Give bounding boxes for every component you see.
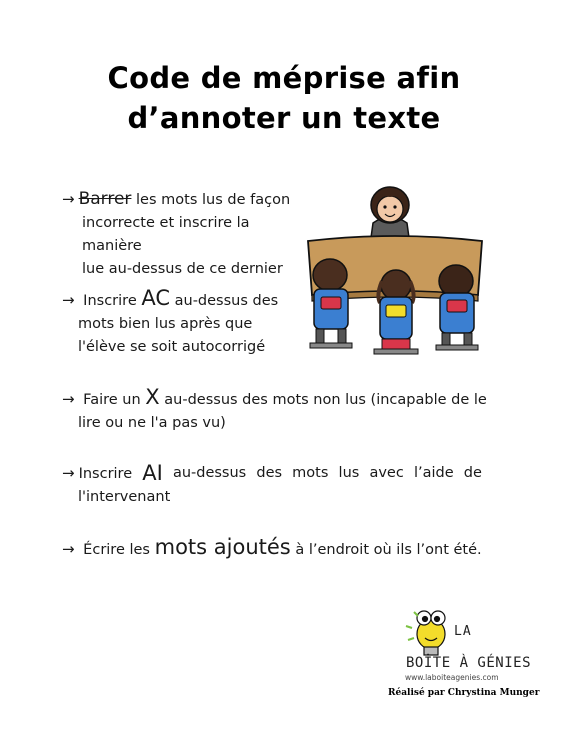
instruction-text: l'élève se soit autocorrigé xyxy=(78,339,266,355)
credit-text: Réalisé par Chrystina Munger xyxy=(388,688,540,698)
instruction-text: au-dessus xyxy=(172,465,247,481)
instruction-text: mots bien lus après que xyxy=(78,316,253,332)
instruction-text: des xyxy=(256,465,283,481)
keyword-ac: AC xyxy=(141,286,171,310)
instruction-text: avec xyxy=(369,465,404,481)
arrow-icon: → xyxy=(62,190,75,208)
arrow-icon: → xyxy=(62,540,75,558)
instruction-x xyxy=(62,386,492,435)
instruction-ac xyxy=(62,287,302,359)
keyword-mots-ajoutes: mots ajoutés xyxy=(154,535,291,559)
instruction-text: les mots lus de façon xyxy=(131,192,291,208)
arrow-icon: → xyxy=(62,464,75,482)
logo-url: www.laboiteagenies.com xyxy=(405,673,499,682)
instruction-text: lue au-dessus de ce dernier xyxy=(82,261,283,277)
instruction-text: Écrire les xyxy=(78,542,155,558)
instruction-text: mots xyxy=(292,465,329,481)
keyword-barrer: Barrer xyxy=(78,189,132,209)
instruction-text: lire ou ne l'a pas vu) xyxy=(78,415,226,431)
title-line-2: d’annoter un texte xyxy=(127,101,441,135)
keyword-ai: AI xyxy=(142,461,163,485)
logo-text: LA xyxy=(454,624,472,639)
instruction-text: de xyxy=(463,465,482,481)
instruction-text: l'intervenant xyxy=(78,489,171,505)
keyword-x: X xyxy=(145,385,160,409)
instruction-barrer xyxy=(62,188,312,281)
instruction-text: au-dessus des mots non lus (incapable de le xyxy=(159,392,487,408)
title-line-1: Code de méprise afin xyxy=(107,61,461,95)
instruction-text: l’aide xyxy=(413,465,454,481)
instruction-text: incorrecte et inscrire la manière xyxy=(82,215,250,254)
student-icon xyxy=(374,270,418,354)
arrow-icon: → xyxy=(62,291,75,309)
logo-name: BOÎTE À GÉNIES xyxy=(406,655,532,671)
instruction-ai xyxy=(62,462,492,509)
instruction-text: à l’endroit où ils l’ont été. xyxy=(290,542,482,558)
logo-lightbulb-icon xyxy=(388,604,528,700)
arrow-icon: → xyxy=(62,390,75,408)
instruction-text: Inscrire xyxy=(78,466,133,482)
instruction-line xyxy=(62,462,482,486)
instruction-text: Inscrire xyxy=(78,293,142,309)
student-icon xyxy=(310,259,352,348)
instruction-mots-ajoutes xyxy=(62,536,502,562)
student-icon xyxy=(436,265,478,350)
page-title xyxy=(0,58,568,138)
instruction-text: lus xyxy=(338,465,360,481)
classroom-illustration xyxy=(300,183,490,363)
instruction-text: Faire un xyxy=(78,392,146,408)
instruction-text: au-dessus des xyxy=(170,293,279,309)
